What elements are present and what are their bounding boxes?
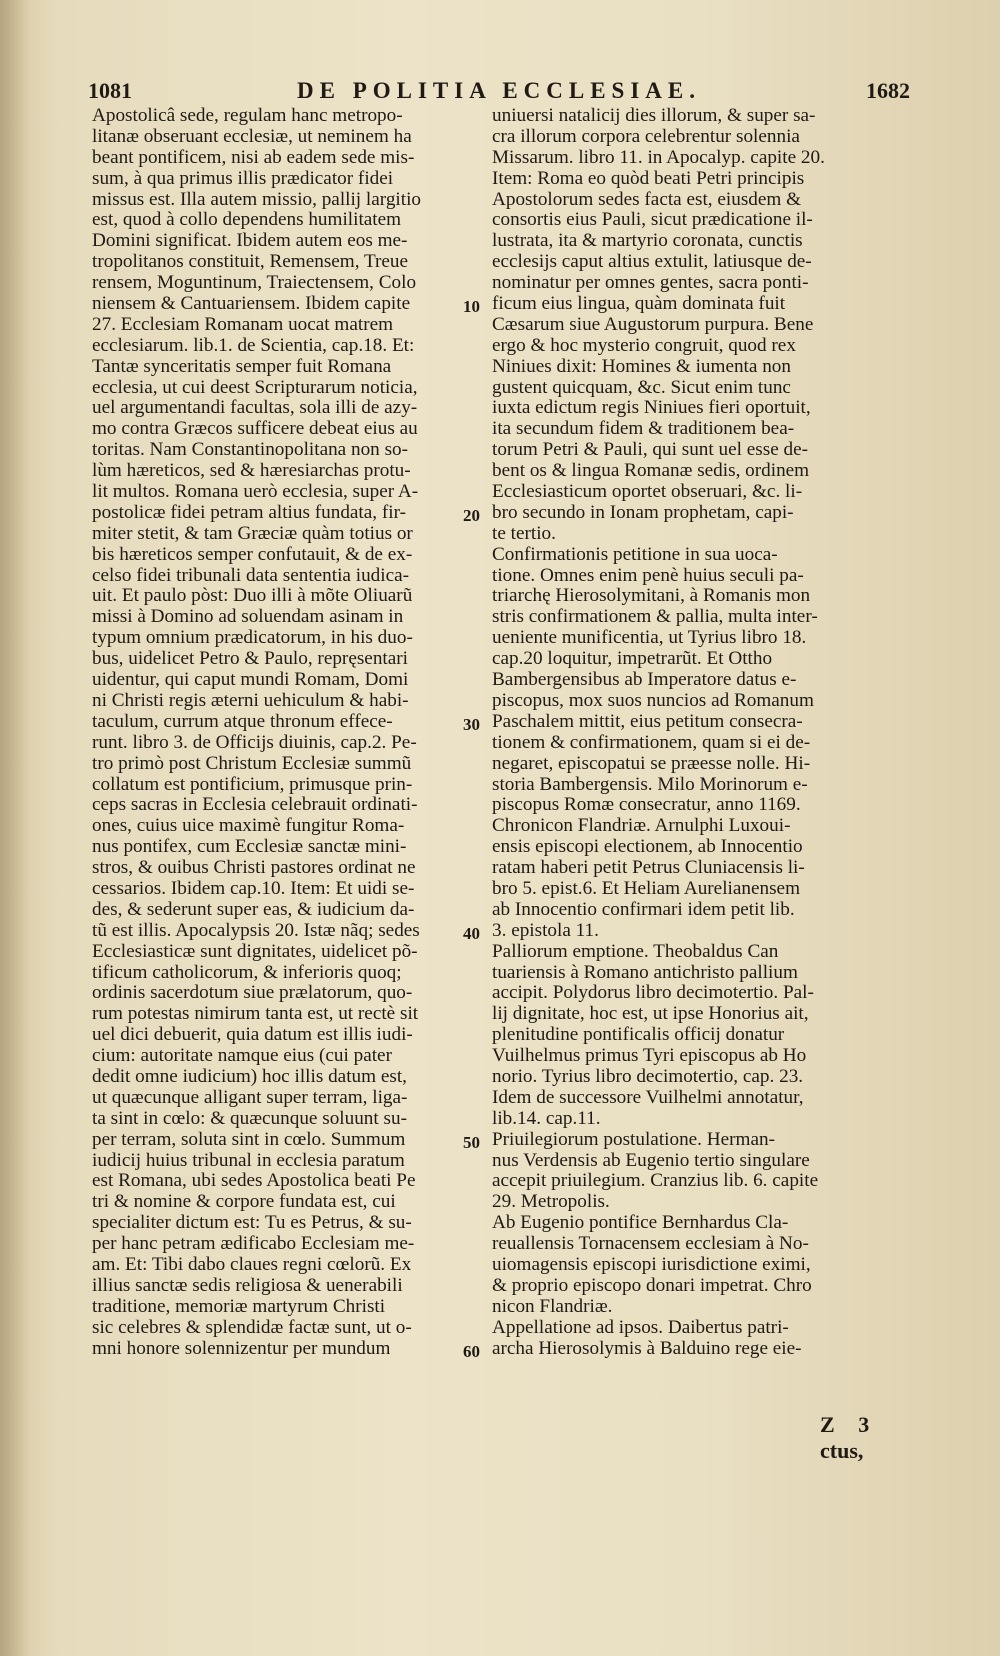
text-line: Bambergensibus ab Imperatore datus e- <box>492 669 797 691</box>
text-line: Appellatione ad ipsos. Daibertus patri- <box>492 1316 789 1338</box>
text-line: torum Petri & Pauli, qui sunt uel esse de- <box>492 439 809 461</box>
line-number: 60 <box>463 1342 480 1362</box>
page-gutter-shadow <box>0 0 30 1656</box>
text-line: nus pontifex, cum Ecclesiæ sanctæ mini- <box>92 836 407 858</box>
text-line: plenitudine pontificalis officij donatur <box>492 1024 785 1046</box>
text-line: missus est. Illa autem missio, pallij largitio <box>92 188 422 210</box>
text-line: consortis eius Pauli, sicut prædicatione il- <box>492 209 813 231</box>
text-line: ecclesiarum. lib.1. de Scientia, cap.18. Et: <box>92 334 415 356</box>
text-line: illius sanctæ sedis religiosa & uenerabili <box>92 1274 403 1296</box>
text-line: Missarum. libro 11. in Apocalyp. capite 20. <box>492 146 825 168</box>
text-line: niensem & Cantuariensem. Ibidem capite <box>92 293 411 315</box>
text-line: cra illorum corpora celebrentur solennia <box>492 125 800 147</box>
running-title: DE POLITIA ECCLESIAE. <box>297 78 701 103</box>
text-line: ecclesia, ut cui deest Scripturarum noticia, <box>92 376 418 398</box>
text-line: bro secundo in Ionam prophetam, capi- <box>492 501 794 523</box>
text-line: lit multos. Romana uerò ecclesia, super A- <box>92 481 419 503</box>
text-line: taculum, currum atque thronum effece- <box>92 710 393 732</box>
text-line: uel dici debuerit, quia datum est illis iudi- <box>92 1024 413 1046</box>
text-line: uiomagensis episcopi iurisdictione eximi, <box>492 1253 811 1275</box>
text-line: Apostolorum sedes facta est, eiusdem & <box>492 188 802 210</box>
text-line: tionem & confirmationem, quam si ei de- <box>492 731 811 753</box>
line-number: 50 <box>463 1133 480 1153</box>
text-line: beant pontificem, nisi ab eadem sede mis- <box>92 146 415 168</box>
text-line: tropolitanos constituit, Remensem, Treue <box>92 251 409 273</box>
folio-number-right: 1682 <box>866 78 910 103</box>
text-line: bro 5. epist.6. Et Heliam Aurelianensem <box>492 877 800 899</box>
text-line: lùm hæreticos, sed & hæresiarchas protu- <box>92 460 411 482</box>
text-line: Tantæ synceritatis semper fuit Romana <box>92 355 392 377</box>
text-line: Ecclesiasticæ sunt dignitates, uidelicet põ- <box>92 940 418 962</box>
text-line: piscopus, mox suos nuncios ad Romanum <box>492 689 814 711</box>
text-line: stris confirmationem & pallia, multa inter- <box>492 606 818 628</box>
text-line: ueniente munificentia, ut Tyrius libro 18. <box>492 627 807 649</box>
signature-line <box>820 1412 930 1464</box>
text-line: rum potestas nimirum tanta est, ut rectè sit <box>92 1003 419 1025</box>
text-line: iudicij huius tribunal in ecclesia paratum <box>92 1149 405 1171</box>
text-line: te tertio. <box>492 522 556 544</box>
text-line: ut quæcunque alligant super terram, liga- <box>92 1086 408 1108</box>
text-line: ergo & hoc mysterio congruit, quod rex <box>492 334 796 356</box>
text-line: ta sint in cœlo: & quæcunque soluunt su- <box>92 1107 407 1129</box>
text-line: collatum est pontificium, primusque prin- <box>92 773 413 795</box>
text-line: ones, cuius uice maximè fungitur Roma- <box>92 815 405 837</box>
text-line: tri & nomine & corpore fundata est, cui <box>92 1191 396 1213</box>
text-line: am. Et: Tibi dabo claues regni cœlorũ. Ex <box>92 1253 412 1275</box>
text-line: dedit omne iudicium) hoc illis datum est, <box>92 1065 407 1087</box>
text-line: rensem, Moguntinum, Traiectensem, Colo <box>92 272 417 294</box>
text-line: 27. Ecclesiam Romanam uocat matrem <box>92 313 394 335</box>
text-line: tũ est illis. Apocalypsis 20. Istæ nãq; sedes <box>92 919 420 941</box>
page-header <box>88 78 910 108</box>
text-line: piscopus Romæ consecratur, anno 1169. <box>492 794 801 816</box>
text-line: Domini significat. Ibidem autem eos me- <box>92 230 408 252</box>
text-line: bis hæreticos semper confutauit, & de ex- <box>92 543 413 565</box>
text-line: 29. Metropolis. <box>492 1191 610 1213</box>
text-line: ecclesijs caput altius extulit, latiusque de- <box>492 251 812 273</box>
text-line: storia Bambergensis. Milo Morinorum e- <box>492 773 808 795</box>
line-number: 40 <box>463 924 480 944</box>
catchword: ctus, <box>820 1438 864 1463</box>
text-line: gustent quicquam, &c. Sicut enim tunc <box>492 376 791 398</box>
text-line: bent os & lingua Romanæ sedis, ordinem <box>492 460 810 482</box>
text-line: nicon Flandriæ. <box>492 1295 613 1317</box>
text-line: Confirmationis petitione in sua uoca- <box>492 543 778 565</box>
text-line: uit. Et paulo pòst: Duo illi à mõte Oliuarũ <box>92 585 413 607</box>
text-line: triarchę Hierosolymitani, à Romanis mon <box>492 585 811 607</box>
text-line: accepit priuilegium. Cranzius lib. 6. capite <box>492 1170 819 1192</box>
text-line: stros, & ouibus Christi pastores ordinat ne <box>92 857 416 879</box>
text-line: sic celebres & splendidæ factæ sunt, ut o- <box>92 1316 412 1338</box>
text-line: ficum eius lingua, quàm dominata fuit <box>492 293 786 315</box>
text-line: ceps sacras in Ecclesia celebrauit ordinati- <box>92 794 418 816</box>
text-line: per hanc petram ædificabo Ecclesiam me- <box>92 1233 415 1255</box>
text-line: per terram, soluta sint in cœlo. Summum <box>92 1128 406 1150</box>
text-line: nominatur per omnes gentes, sacra ponti- <box>492 272 809 294</box>
text-line: lij dignitate, hoc est, ut ipse Honorius ait, <box>492 1003 809 1025</box>
text-line: ordinis sacerdotum siue prælatorum, quo- <box>92 982 413 1004</box>
text-line: Niniues dixit: Homines & iumenta non <box>492 355 791 377</box>
text-line: missi à Domino ad soluendam asinam in <box>92 606 404 628</box>
text-line: mni honore solennizentur per mundum <box>92 1337 391 1359</box>
text-line: accipit. Polydorus libro decimotertio. Pal- <box>492 982 814 1004</box>
signature-mark: Z <box>820 1412 835 1437</box>
text-line: est, quod à collo dependens humilitatem <box>92 209 402 231</box>
line-number: 10 <box>463 297 480 317</box>
text-line: norio. Tyrius libro decimotertio, cap. 23. <box>492 1065 804 1087</box>
text-line: Vuilhelmus primus Tyri episcopus ab Ho <box>492 1045 807 1067</box>
text-line: Palliorum emptione. Theobaldus Can <box>492 940 779 962</box>
text-line: tro primò post Christum Ecclesiæ summũ <box>92 752 412 774</box>
text-line: celso fidei tribunali data sententia iudica- <box>92 564 410 586</box>
line-number: 30 <box>463 715 480 735</box>
text-line: Paschalem mittit, eius petitum consecra- <box>492 710 803 732</box>
text-line: toritas. Nam Constantinopolitana non so- <box>92 439 409 461</box>
text-line: litanæ obseruant ecclesiæ, ut neminem ha <box>92 125 412 147</box>
text-line: sum, à qua primus illis prædicator fidei <box>92 167 394 189</box>
text-line: mo contra Græcos sufficere debeat eius au <box>92 418 418 440</box>
text-line: ita secundum fidem & traditionem bea- <box>492 418 795 440</box>
text-line: Ab Eugenio pontifice Bernhardus Cla- <box>492 1212 789 1234</box>
text-line: traditione, memoriæ martyrum Christi <box>92 1295 386 1317</box>
text-line: Ecclesiasticum oportet obseruari, &c. li- <box>492 481 803 503</box>
text-line: tificum catholicorum, & inferioris quoq; <box>92 961 402 983</box>
text-line: lustrata, ita & martyrio coronata, cunctis <box>492 230 803 252</box>
text-line: ratam haberi petit Petrus Cluniacensis li- <box>492 857 805 879</box>
text-line: Chronicon Flandriæ. Arnulphi Luxoui- <box>492 815 791 837</box>
text-line: uniuersi natalicij dies illorum, & super sa- <box>492 105 816 126</box>
text-line: tuariensis à Romano antichristo pallium <box>492 961 798 983</box>
text-line: postolicæ fidei petram altius fundata, fir- <box>92 501 406 523</box>
text-line: cium: autoritate namque eius (cui pater <box>92 1045 392 1067</box>
text-line: Cæsarum siue Augustorum purpura. Bene <box>492 313 814 335</box>
text-line: specialiter dictum est: Tu es Petrus, & su- <box>92 1212 412 1234</box>
left-text-column <box>92 106 457 1359</box>
text-line: ab Innocentio confirmari idem petit lib. <box>492 898 795 920</box>
text-line: ensis episcopi electionem, ab Innocentio <box>492 836 803 858</box>
right-text-column <box>492 106 882 1359</box>
text-line: bus, uidelicet Petro & Paulo, repręsentari <box>92 648 408 670</box>
signature-number: 3 <box>858 1412 870 1437</box>
text-line: tione. Omnes enim penè huius seculi pa- <box>492 564 804 586</box>
text-line: des, & sederunt super eas, & iudicium da- <box>92 898 415 920</box>
text-line: runt. libro 3. de Officijs diuinis, cap.2. Pe- <box>92 731 417 753</box>
folio-number-left: 1081 <box>88 78 132 103</box>
text-line: ni Christi regis æterni uehiculum & habi- <box>92 689 409 711</box>
line-number: 20 <box>463 506 480 526</box>
text-line: 3. epistola 11. <box>492 919 599 941</box>
text-line: uel argumentandi facultas, sola illi de azy- <box>92 397 418 419</box>
text-line: iuxta edictum regis Niniues fieri oportuit, <box>492 397 811 419</box>
text-line: miter stetit, & tam Græciæ quàm totius or <box>92 522 413 544</box>
text-line: archa Hierosolymis à Balduino rege eie- <box>492 1337 802 1359</box>
text-line: Apostolicâ sede, regulam hanc metropo- <box>92 105 403 126</box>
text-line: est Romana, ubi sedes Apostolica beati Pe <box>92 1170 416 1192</box>
text-line: cessarios. Ibidem cap.10. Item: Et uidi se- <box>92 877 415 899</box>
text-line: negaret, episcopatui se præesse nolle. Hi- <box>492 752 811 774</box>
text-line: typum omnium prædicatorum, in his duo- <box>92 627 413 649</box>
text-line: cap.20 loquitur, impetrarũt. Et Ottho <box>492 648 773 670</box>
text-line: Idem de successore Vuilhelmi annotatur, <box>492 1086 804 1108</box>
text-line: reuallensis Tornacensem ecclesiam à No- <box>492 1233 809 1255</box>
text-line: lib.14. cap.11. <box>492 1107 601 1129</box>
text-line: & proprio episcopo donari impetrat. Chro <box>492 1274 812 1296</box>
text-line: Item: Roma eo quòd beati Petri principis <box>492 167 805 189</box>
text-line: uidentur, qui caput mundi Romam, Domi <box>92 669 409 691</box>
text-line: nus Verdensis ab Eugenio tertio singulare <box>492 1149 810 1171</box>
text-line: Priuilegiorum postulatione. Herman- <box>492 1128 775 1150</box>
